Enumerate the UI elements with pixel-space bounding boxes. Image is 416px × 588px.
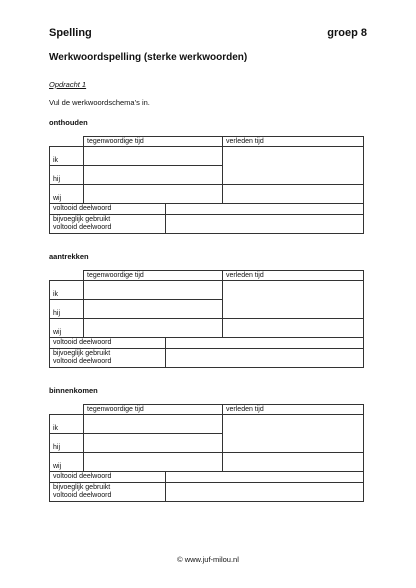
past-singular-field[interactable]: [223, 147, 364, 185]
past-singular-field[interactable]: [223, 281, 364, 319]
adjectival-participle-field[interactable]: [166, 483, 364, 502]
person-label-ik: ik: [50, 281, 84, 300]
grade-heading: groep 8: [327, 27, 367, 39]
adjectival-participle-field[interactable]: [166, 215, 364, 234]
present-ik-field[interactable]: [84, 147, 223, 166]
past-singular-field[interactable]: [223, 415, 364, 453]
worksheet-title: Werkwoordspelling (sterke werkwoorden): [49, 52, 248, 63]
empty-corner-cell: [50, 405, 84, 415]
participle-field[interactable]: [166, 204, 364, 215]
present-tense-header: tegenwoordige tijd: [84, 405, 223, 415]
verb-schema-aantrekken: [49, 270, 364, 368]
adjectival-participle-label: [50, 483, 166, 502]
present-hij-field[interactable]: [84, 166, 223, 185]
present-ik-field[interactable]: [84, 415, 223, 434]
present-wij-field[interactable]: [84, 453, 223, 472]
person-label-hij: hij: [50, 166, 84, 185]
adjectival-line-1: bijvoeglijk gebruikt: [53, 484, 111, 491]
assignment-label: Opdracht 1: [49, 80, 87, 89]
past-wij-field[interactable]: [223, 453, 364, 472]
adjectival-line-1: bijvoeglijk gebruikt: [53, 350, 111, 357]
person-label-wij: wij: [50, 185, 84, 204]
verb-schema-binnenkomen: [49, 404, 364, 502]
adjectival-line-2: voltooid deelwoord: [53, 358, 112, 365]
verb-label-onthouden: onthouden: [49, 118, 88, 127]
adjectival-line-1: bijvoeglijk gebruikt: [53, 216, 111, 223]
participle-label: voltooid deelwoord: [50, 472, 166, 483]
person-label-wij: wij: [50, 319, 84, 338]
present-hij-field[interactable]: [84, 434, 223, 453]
empty-corner-cell: [50, 271, 84, 281]
present-hij-field[interactable]: [84, 300, 223, 319]
person-label-hij: hij: [50, 434, 84, 453]
verb-label-binnenkomen: binnenkomen: [49, 386, 98, 395]
past-wij-field[interactable]: [223, 319, 364, 338]
past-tense-header: verleden tijd: [223, 271, 364, 281]
verb-schema-onthouden: [49, 136, 364, 234]
subject-heading: Spelling: [49, 27, 92, 39]
present-wij-field[interactable]: [84, 319, 223, 338]
instruction-text: Vul de werkwoordschema’s in.: [49, 98, 150, 107]
adjectival-participle-field[interactable]: [166, 349, 364, 368]
past-tense-header: verleden tijd: [223, 405, 364, 415]
person-label-hij: hij: [50, 300, 84, 319]
participle-field[interactable]: [166, 338, 364, 349]
person-label-ik: ik: [50, 147, 84, 166]
adjectival-participle-label: [50, 349, 166, 368]
adjectival-participle-label: [50, 215, 166, 234]
empty-corner-cell: [50, 137, 84, 147]
past-tense-header: verleden tijd: [223, 137, 364, 147]
present-ik-field[interactable]: [84, 281, 223, 300]
adjectival-line-2: voltooid deelwoord: [53, 492, 112, 499]
present-wij-field[interactable]: [84, 185, 223, 204]
person-label-wij: wij: [50, 453, 84, 472]
participle-label: voltooid deelwoord: [50, 338, 166, 349]
participle-label: voltooid deelwoord: [50, 204, 166, 215]
present-tense-header: tegenwoordige tijd: [84, 271, 223, 281]
person-label-ik: ik: [50, 415, 84, 434]
present-tense-header: tegenwoordige tijd: [84, 137, 223, 147]
participle-field[interactable]: [166, 472, 364, 483]
past-wij-field[interactable]: [223, 185, 364, 204]
footer-copyright: © www.juf-milou.nl: [177, 555, 239, 564]
adjectival-line-2: voltooid deelwoord: [53, 224, 112, 231]
verb-label-aantrekken: aantrekken: [49, 252, 89, 261]
